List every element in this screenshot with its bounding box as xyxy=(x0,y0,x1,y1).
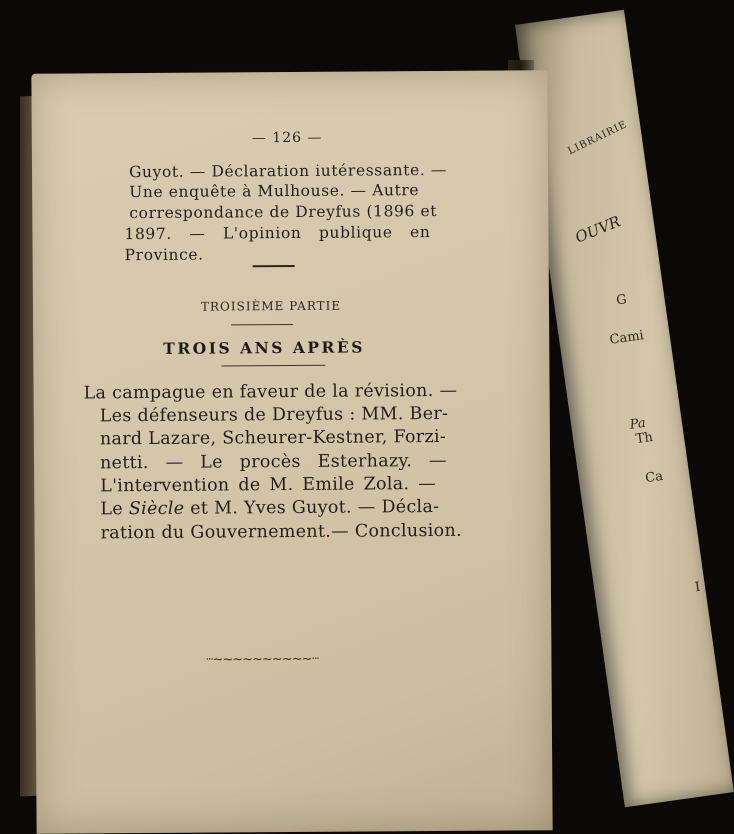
summary-line: netti. — Le procès Esterhazy. — xyxy=(100,450,447,474)
section-title: TROIS ANS APRÈS xyxy=(163,337,365,358)
newspaper-title: Siècle xyxy=(128,498,185,520)
previous-section-line: 1897. — L'opinion publique en xyxy=(124,223,431,244)
tail-ornament: ᐧᐧᐧ~~~~~~~~~~ᐧᐧᐧ xyxy=(205,651,319,668)
facing-page-header: LIBRAIRIE xyxy=(566,119,630,158)
previous-section-line: Une enquête à Mulhouse. — Autre xyxy=(129,181,420,202)
book-page xyxy=(31,70,552,834)
facing-page-fragment: G xyxy=(615,292,628,309)
part-heading-underline xyxy=(231,324,293,325)
summary-line xyxy=(100,497,439,519)
previous-section-line: correspondance de Dreyfus (1896 et xyxy=(129,201,438,223)
facing-page-fragment: Pa xyxy=(628,415,647,433)
summary-line: La campague en faveur de la révision. — xyxy=(83,380,458,404)
facing-page-fragment: Cami xyxy=(608,328,645,348)
facing-page-fragment: OUVR xyxy=(572,212,623,247)
page-number: — 126 — xyxy=(251,129,323,147)
section-divider xyxy=(253,265,295,267)
facing-page-fragment: Th xyxy=(634,429,654,448)
summary-line: nard Lazare, Scheurer-Kestner, Forzi- xyxy=(99,426,447,450)
summary-line: L'intervention de M. Emile Zola. — xyxy=(100,473,437,497)
previous-section-line: Guyot. — Déclaration iutéressante. — xyxy=(128,160,448,182)
facing-page-fragment: Ca xyxy=(644,468,664,487)
summary-line: Les défenseurs de Dreyfus : MM. Ber- xyxy=(99,403,449,427)
section-title-underline xyxy=(221,365,325,367)
part-heading: TROISIÈME PARTIE xyxy=(200,298,342,314)
summary-line: ration du Gouvernement.— Conclusion. xyxy=(100,520,462,544)
summary-line-prefix: Le xyxy=(100,499,129,520)
summary-line-suffix: et M. Yves Guyot. — Décla- xyxy=(184,496,440,519)
previous-section-line: Province. xyxy=(124,245,204,265)
facing-page-fragment: I xyxy=(694,579,702,596)
